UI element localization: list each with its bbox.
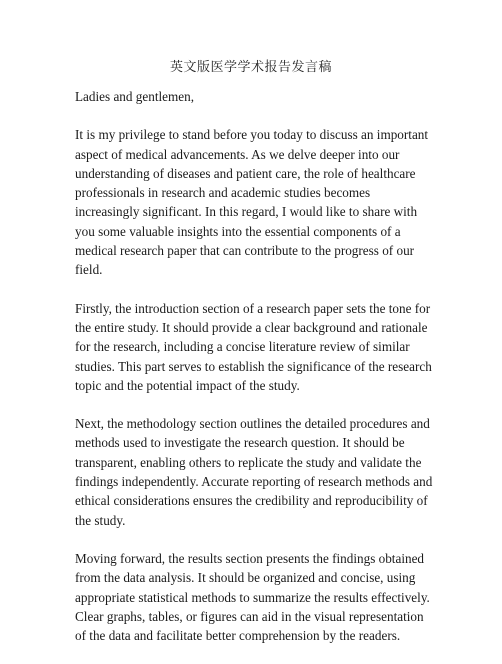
document-title: 英文版医学学术报告发言稿: [169, 60, 332, 75]
greeting-line: Ladies and gentlemen,: [75, 89, 195, 104]
paragraph-introduction-section: Firstly, the introduction section of a research paper sets the tone for the entire study. It should provide a clear background and rationale for the research, including a concise literature review of similar studies. This part serves to establish the significance of the research topic and the potential impact of the study.: [75, 300, 432, 393]
document-body: [75, 87, 437, 664]
paragraph-results-section: Moving forward, the results section presents the findings obtained from the data analysis. It should be organized and concise, using appropriate statistical methods to summarize the results effectively. Clear graphs, tables, or figures can aid in the visual representation of the data and facilitate better comprehension by the readers.: [75, 550, 430, 644]
paragraph-methodology-section: Next, the methodology section outlines the detailed procedures and methods used to investigate the research question. It should be transparent, enabling others to replicate the study and validate the findings independently. Accurate reporting of research methods and ethical considerations ensures the credibility and reproducibility of the study.: [75, 416, 433, 528]
paragraph-intro: It is my privilege to stand before you today to discuss an important aspect of medical advancements. As we delve deeper into our understanding of diseases and patient care, the role of healthcare professionals in research and academic studies becomes increasingly significant. In this regard, I would like to share with you some valuable insights into the essential components of a medical research paper that can contribute to the progress of our field.: [75, 127, 429, 278]
